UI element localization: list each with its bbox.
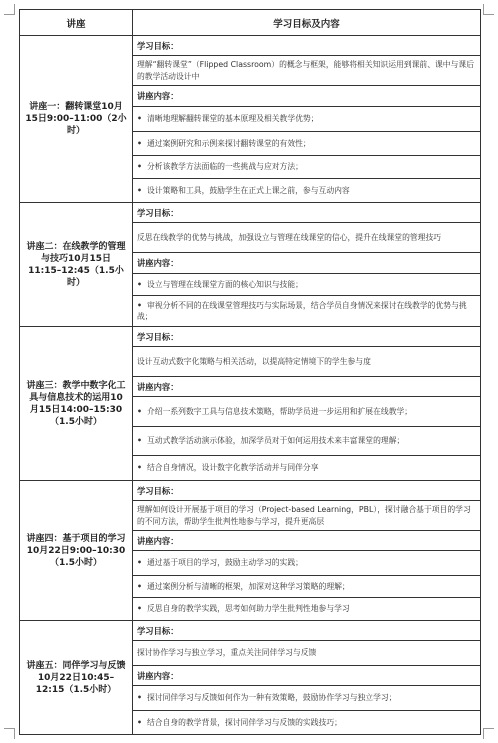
bullet-icon: • — [137, 436, 142, 446]
bullet-icon: • — [137, 406, 142, 416]
bullet-icon: • — [137, 717, 142, 727]
lecture-schedule-table — [19, 9, 481, 735]
lecture-title: 讲座一：翻转课堂10月15日9:00–11:00（2小时） — [20, 36, 133, 203]
content-label: 讲座内容： — [133, 86, 481, 107]
bullet-icon: • — [137, 604, 142, 614]
list-item: • 设立与管理在线课堂方面的核心知识与技能； — [133, 274, 481, 296]
list-item: • 通过基于项目的学习，鼓励主动学习的实践； — [133, 551, 481, 576]
bullet-icon: • — [137, 558, 142, 568]
bullet-icon: • — [137, 162, 142, 172]
page-corner-mark — [4, 4, 15, 15]
list-item: • 互动式教学活动演示体验，加深学员对于如何运用技术来丰富课堂的理解； — [133, 427, 481, 456]
objectives-label: 学习目标： — [133, 327, 481, 347]
objectives-label: 学习目标： — [133, 203, 481, 223]
objective-text: 理解“翻转课堂”（Flipped Classroom）的概念与框架，能够将相关知识运用到课前、课中与课后的教学活动设计中 — [133, 56, 481, 86]
list-item: • 通过案例分析与清晰的框架，加深对这种学习策略的理解； — [133, 576, 481, 598]
content-label: 讲座内容： — [133, 666, 481, 686]
objective-text: 理解如何设计开展基于项目的学习（Project-based Learning，PBL），探讨融合基于项目的学习的不同方法，帮助学生批判性地参与学习，提升更高层 — [133, 501, 481, 531]
list-item: • 分析该教学方法面临的一些挑战与应对方法； — [133, 156, 481, 179]
objectives-label: 学习目标： — [133, 621, 481, 641]
content-label: 讲座内容： — [133, 531, 481, 551]
list-item: • 设计策略和工具，鼓励学生在正式上课之前，参与互动内容 — [133, 179, 481, 203]
page-corner-mark — [4, 728, 15, 739]
page-corner-mark — [483, 728, 494, 739]
bullet-icon: • — [137, 114, 142, 124]
objective-text: 探讨协作学习与独立学习，重点关注同伴学习与反馈 — [133, 641, 481, 666]
lecture-title: 讲座三：教学中数字化工具与信息技术的运用10月15日14:00–15:30（1.5小时） — [20, 327, 133, 481]
list-item: • 审视分析不同的在线课堂管理技巧与实际场景，结合学员自身情况来探讨在线教学的优势与挑战； — [133, 296, 481, 327]
bullet-icon: • — [137, 693, 142, 703]
bullet-icon: • — [137, 279, 142, 289]
content-label: 讲座内容： — [133, 377, 481, 397]
lecture-title: 讲座五：同伴学习与反馈10月22日10:45–12:15（1.5小时） — [20, 621, 133, 735]
list-item: • 清晰地理解翻转课堂的基本原理及相关教学优势； — [133, 107, 481, 132]
content-label: 讲座内容： — [133, 253, 481, 274]
bullet-icon: • — [137, 581, 142, 591]
lecture-column-header: 讲座 — [20, 10, 133, 36]
list-item: • 探讨同伴学习与反馈如何作为一种有效策略，鼓励协作学习与独立学习； — [133, 686, 481, 711]
objectives-column-header: 学习目标及内容 — [133, 10, 481, 36]
objectives-label: 学习目标： — [133, 36, 481, 56]
list-item: • 结合自身的教学背景，探讨同伴学习与反馈的实践技巧； — [133, 711, 481, 735]
bullet-icon: • — [137, 138, 142, 148]
list-item: • 通过案例研究和示例来探讨翻转课堂的有效性； — [133, 132, 481, 156]
lecture-title: 讲座二：在线教学的管理与技巧10月15日11:15–12:45（1.5小时） — [20, 203, 133, 327]
list-item: • 反思自身的教学实践，思考如何助力学生批判性地参与学习 — [133, 598, 481, 621]
page-corner-mark — [483, 4, 494, 15]
bullet-icon: • — [137, 185, 142, 195]
objectives-label: 学习目标： — [133, 481, 481, 501]
objective-text: 设计互动式数字化策略与相关活动，以提高特定情境下的学生参与度 — [133, 347, 481, 377]
bullet-icon: • — [137, 463, 142, 473]
objective-text: 反思在线教学的优势与挑战，加强设立与管理在线课堂的信心，提升在线课堂的管理技巧 — [133, 223, 481, 253]
bullet-icon: • — [137, 300, 142, 310]
list-item: • 结合自身情况，设计数字化教学活动并与同伴分享 — [133, 456, 481, 481]
table-header-row — [20, 10, 481, 36]
list-item: • 介绍一系列数字工具与信息技术策略，帮助学员进一步运用和扩展在线教学； — [133, 397, 481, 427]
lecture-title: 讲座四：基于项目的学习10月22日9:00–10:30（1.5小时） — [20, 481, 133, 621]
